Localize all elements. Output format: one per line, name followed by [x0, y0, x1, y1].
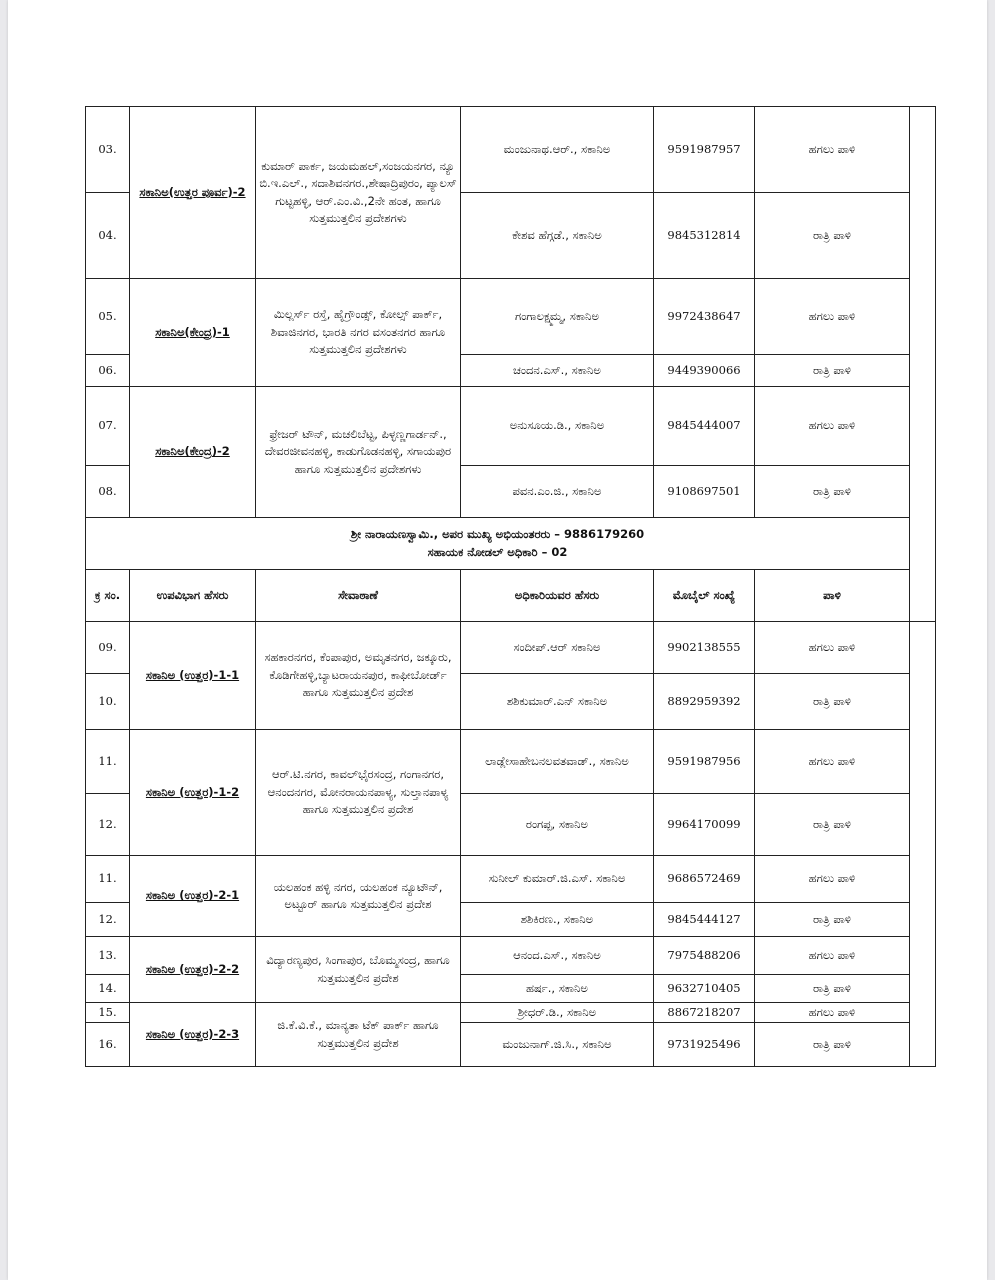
officer-name: ಸುನೀಲ್ ಕುಮಾರ್.ಜಿ.ಎಸ್. ಸಕಾನಿಅ	[461, 856, 654, 903]
serial-number: 12.	[86, 794, 130, 856]
document-page	[8, 0, 987, 1280]
officer-name: ಸಂದೀಪ್.ಆರ್ ಸಕಾನಿಅ	[461, 622, 654, 674]
mobile-number: 9902138555	[654, 622, 755, 674]
shift: ಹಗಲು ಪಾಳಿ	[755, 856, 910, 903]
table-row	[86, 937, 936, 975]
shift: ಹಗಲು ಪಾಳಿ	[755, 730, 910, 794]
table-row	[86, 1003, 936, 1023]
mobile-number: 7975488206	[654, 937, 755, 975]
subdivision-name: ಸಕಾನಿಅ(ಉತ್ತರ ಪೂರ್ವ)-2	[130, 107, 256, 279]
shift: ರಾತ್ರಿ ಪಾಳಿ	[755, 193, 910, 279]
header-subdivision: ಉಪವಿಭಾಗ ಹೆಸರು	[130, 570, 256, 622]
mobile-number: 9972438647	[654, 279, 755, 355]
officer-banner-row	[86, 518, 936, 570]
banner-line-1: ಶ್ರೀ ನಾರಾಯಣಸ್ವಾಮಿ., ಅಪರ ಮುಖ್ಯ ಅಭಿಯಂತರರು – 9886179260	[350, 527, 645, 541]
header-mobile: ಮೊಬೈಲ್ ಸಂಖ್ಯೆ	[654, 570, 755, 622]
officer-name: ಶ್ರೀಧರ್.ಡಿ., ಸಕಾನಿಅ	[461, 1003, 654, 1023]
mobile-number: 9731925496	[654, 1023, 755, 1067]
shift: ರಾತ್ರಿ ಪಾಳಿ	[755, 355, 910, 387]
service-area: ಜಿ.ಕೆ.ವಿ.ಕೆ., ಮಾನ್ಯತಾ ಟೆಕ್ ಪಾರ್ಕ್ ಹಾಗೂ ಸುತ್ತಮುತ್ತಲಿನ ಪ್ರದೇಶ	[256, 1003, 461, 1067]
mobile-number: 9449390066	[654, 355, 755, 387]
mobile-number: 9845444007	[654, 387, 755, 466]
shift: ರಾತ್ರಿ ಪಾಳಿ	[755, 794, 910, 856]
mobile-number: 9686572469	[654, 856, 755, 903]
subdivision-name: ಸಕಾನಿಅ(ಕೇಂದ್ರ)-1	[130, 279, 256, 387]
table-row	[86, 387, 936, 466]
officer-name: ಲಾಡ್ಲೇಸಾಹೇಬನಲವತವಾಡ್., ಸಕಾನಿಅ	[461, 730, 654, 794]
serial-number: 07.	[86, 387, 130, 466]
subdivision-name: ಸಕಾನಿಅ (ಉತ್ತರ)-2-1	[130, 856, 256, 937]
shift: ರಾತ್ರಿ ಪಾಳಿ	[755, 903, 910, 937]
mobile-number: 9108697501	[654, 466, 755, 518]
subdivision-name: ಸಕಾನಿಅ (ಉತ್ತರ)-2-3	[130, 1003, 256, 1067]
officer-name: ಗಂಗಾಲಕ್ಷ್ಮಮ್ಮ, ಸಕಾನಿಅ	[461, 279, 654, 355]
serial-number: 15.	[86, 1003, 130, 1023]
officer-name: ಮಂಜುನಾಗ್.ಜಿ.ಸಿ., ಸಕಾನಿಅ	[461, 1023, 654, 1067]
mobile-number: 8892959392	[654, 674, 755, 730]
officer-name: ಪವನ.ಎಂ.ಜಿ., ಸಕಾನಿಅ	[461, 466, 654, 518]
banner-line-2: ಸಹಾಯಕ ನೋಡಲ್ ಅಧಿಕಾರಿ – 02	[427, 544, 568, 559]
header-shift: ಪಾಳಿ	[755, 570, 910, 622]
table-row	[86, 730, 936, 794]
header-officer: ಅಧಿಕಾರಿಯವರ ಹೆಸರು	[461, 570, 654, 622]
mobile-number: 9845312814	[654, 193, 755, 279]
serial-number: 04.	[86, 193, 130, 279]
officer-name: ಹರ್ಷ., ಸಕಾನಿಅ	[461, 975, 654, 1003]
table-row	[86, 279, 936, 355]
serial-number: 06.	[86, 355, 130, 387]
officer-name: ಆನಂದ.ಎಸ್., ಸಕಾನಿಅ	[461, 937, 654, 975]
mobile-number: 8867218207	[654, 1003, 755, 1023]
serial-number: 09.	[86, 622, 130, 674]
column-header-row	[86, 570, 936, 622]
subdivision-name: ಸಕಾನಿಅ (ಉತ್ತರ)-1-1	[130, 622, 256, 730]
service-area: ವಿದ್ಯಾರಣ್ಯಪುರ, ಸಿಂಗಾಪುರ, ಬೊಮ್ಮಸಂದ್ರ, ಹಾಗೂ ಸುತ್ತಮುತ್ತಲಿನ ಪ್ರದೇಶ	[256, 937, 461, 1003]
shift: ರಾತ್ರಿ ಪಾಳಿ	[755, 975, 910, 1003]
officer-banner	[86, 518, 910, 570]
serial-number: 13.	[86, 937, 130, 975]
table-row	[86, 107, 936, 193]
subdivision-name: ಸಕಾನಿಅ(ಕೇಂದ್ರ)-2	[130, 387, 256, 518]
serial-number: 14.	[86, 975, 130, 1003]
serial-number: 12.	[86, 903, 130, 937]
officer-name: ಅನುಸೂಯ.ಡಿ., ಸಕಾನಿಅ	[461, 387, 654, 466]
table-row	[86, 856, 936, 903]
serial-number: 05.	[86, 279, 130, 355]
shift: ರಾತ್ರಿ ಪಾಳಿ	[755, 466, 910, 518]
shift: ರಾತ್ರಿ ಪಾಳಿ	[755, 1023, 910, 1067]
service-area: ಯಲಹಂಕ ಹಳ್ಳಿ ನಗರ, ಯಲಹಂಕ ನ್ಯೂಟೌನ್, ಅಟ್ಟೂರ್ ಹಾಗೂ ಸುತ್ತಮುತ್ತಲಿನ ಪ್ರದೇಶ	[256, 856, 461, 937]
blank-column	[910, 107, 936, 622]
officer-name: ಕೇಶವ ಹೆಗ್ಗಡೆ., ಸಕಾನಿಅ	[461, 193, 654, 279]
shift: ಹಗಲು ಪಾಳಿ	[755, 387, 910, 466]
serial-number: 11.	[86, 856, 130, 903]
mobile-number: 9591987956	[654, 730, 755, 794]
officer-name: ಚಂದನ.ಎಸ್., ಸಕಾನಿಅ	[461, 355, 654, 387]
serial-number: 11.	[86, 730, 130, 794]
duty-roster-table	[85, 106, 936, 1067]
serial-number: 08.	[86, 466, 130, 518]
mobile-number: 9845444127	[654, 903, 755, 937]
serial-number: 03.	[86, 107, 130, 193]
service-area: ಫ್ರೇಜರ್ ಟೌನ್, ಮಚಲಿಬೆಟ್ಟ, ಪಿಳ್ಳಣ್ಣಗಾರ್ಡನ್., ದೇವರಜೀವನಹಳ್ಳಿ, ಕಾಡುಗೊಡನಹಳ್ಳಿ, ಸಗಾಯಪುರ ಹಾಗೂ ಸುತ್ತಮುತ್ತಲಿನ ಪ್ರದೇಶಗಳು	[256, 387, 461, 518]
officer-name: ಮಂಜುನಾಥ.ಆರ್., ಸಕಾನಿಅ	[461, 107, 654, 193]
service-area: ಆರ್.ಟಿ.ನಗರ, ಕಾವಲ್‌ಭೈರಸಂದ್ರ, ಗಂಗಾನಗರ, ಆನಂದನಗರ, ಮೋನರಾಯನಪಾಳ್ಯ, ಸುಲ್ತಾನಪಾಳ್ಯ ಹಾಗೂ ಸುತ್ತಮುತ್ತಲಿನ ಪ್ರದೇಶ	[256, 730, 461, 856]
header-serial: ಕ್ರ ಸಂ.	[86, 570, 130, 622]
serial-number: 10.	[86, 674, 130, 730]
service-area: ಮಿಲ್ಲರ್ಸ್ ರಸ್ತೆ, ಹೈಗ್ರೌಂಡ್ಸ್, ಕೋಲ್ಸ್ ಪಾರ್ಕ್, ಶಿವಾಜಿನಗರ, ಭಾರತಿ ನಗರ ವಸಂತನಗರ ಹಾಗೂ ಸುತ್ತಮುತ್ತಲಿನ ಪ್ರದೇಶಗಳು	[256, 279, 461, 387]
shift: ಹಗಲು ಪಾಳಿ	[755, 1003, 910, 1023]
table-row	[86, 622, 936, 674]
service-area: ಸಹಕಾರನಗರ, ಕೆಂಪಾಪುರ, ಅಮೃತನಗರ, ಜಕ್ಕೂರು, ಕೊಡಿಗೇಹಳ್ಳಿ,ಬ್ಯಾಟರಾಯನಪುರ, ಕಾಫೀಬೋರ್ಡ್ ಹಾಗೂ ಸುತ್ತಮುತ್ತಲಿನ ಪ್ರದೇಶ	[256, 622, 461, 730]
officer-name: ರಂಗಪ್ಪ, ಸಕಾನಿಅ	[461, 794, 654, 856]
serial-number: 16.	[86, 1023, 130, 1067]
officer-name: ಶಶಿಕಿರಣ., ಸಕಾನಿಅ	[461, 903, 654, 937]
shift: ಹಗಲು ಪಾಳಿ	[755, 937, 910, 975]
shift: ಹಗಲು ಪಾಳಿ	[755, 279, 910, 355]
shift: ಹಗಲು ಪಾಳಿ	[755, 107, 910, 193]
blank-column	[910, 622, 936, 1067]
mobile-number: 9632710405	[654, 975, 755, 1003]
service-area: ಕುಮಾರ್ ಪಾರ್ಕ, ಜಯಮಹಲ್,ಸಂಜಯನಗರ, ನ್ಯೂ ಬಿ.ಇ.ಎಲ್., ಸದಾಶಿವನಗರ.,ಶೇಷಾದ್ರಿಪುರಂ, ಪ್ಯಾಲಸ್ ಗುಟ್ಟಹಳ್ಳಿ, ಆರ್.ಎಂ.ವಿ.,2ನೇ ಹಂತ, ಹಾಗೂ ಸುತ್ತಮುತ್ತಲಿನ ಪ್ರದೇಶಗಳು	[256, 107, 461, 279]
subdivision-name: ಸಕಾನಿಅ (ಉತ್ತರ)-1-2	[130, 730, 256, 856]
subdivision-name: ಸಕಾನಿಅ (ಉತ್ತರ)-2-2	[130, 937, 256, 1003]
mobile-number: 9964170099	[654, 794, 755, 856]
shift: ಹಗಲು ಪಾಳಿ	[755, 622, 910, 674]
header-service-area: ಸೇವಾಠಾಣೆ	[256, 570, 461, 622]
officer-name: ಶಶಿಕುಮಾರ್.ಎನ್ ಸಕಾನಿಅ	[461, 674, 654, 730]
mobile-number: 9591987957	[654, 107, 755, 193]
shift: ರಾತ್ರಿ ಪಾಳಿ	[755, 674, 910, 730]
